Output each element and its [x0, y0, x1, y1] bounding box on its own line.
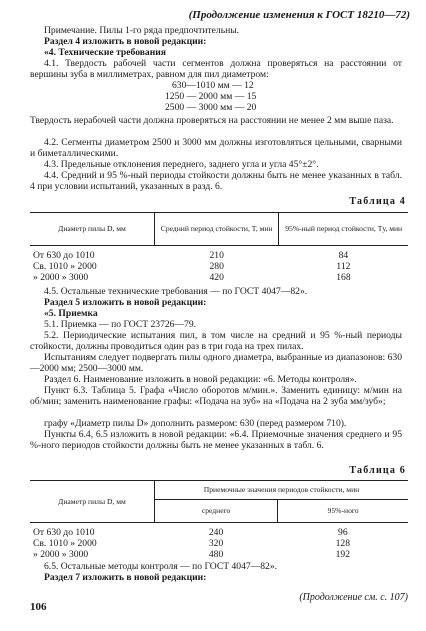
table-cell: 420: [209, 272, 224, 283]
section-title: «4. Технические требования: [44, 47, 166, 58]
paragraph: графу «Диаметр пилы D» дополнить размером: 630 (перед размером 710).: [44, 418, 347, 429]
paragraph: Раздел 6. Наименование изложить в новой редакции: «6. Методы контроля».: [44, 374, 357, 385]
list-item: 1250 — 2000 мм — 15: [165, 91, 257, 102]
paragraph: 4.4. Средний и 95 %-ный периоды стойкости должны быть не менее указанных в табл. 4 при условии испытаний, указанных в разд. 6.: [30, 170, 402, 193]
list-item: 2500 — 3000 мм — 20: [165, 102, 257, 113]
paragraph: 5.2. Периодические испытания пил, в том числе на средний и 95 %-ный периоды стойкости, должны проводиться один раз в три года на трех пилах.: [30, 330, 402, 353]
column-header: среднего: [155, 500, 278, 523]
page-number: 106: [30, 601, 47, 613]
table-4: [30, 212, 408, 283]
section-heading: Раздел 7 изложить в новой редакции:: [44, 572, 207, 583]
column-header: 95%-ный период стойкости, Tу, мин: [279, 213, 408, 246]
running-header: (Продолжение изменения к ГОСТ 18210—72): [188, 9, 410, 21]
table-cell: Св. 1010 » 2000: [33, 261, 97, 272]
section-title: «5. Приемка: [44, 308, 98, 319]
note-line: Примечание. Пилы 1-го ряда предпочтительны.: [44, 25, 240, 36]
table-cell: 192: [335, 549, 351, 560]
paragraph: Испытаниям следует подвергать пилы одного диаметра, выбранные из диапазонов: 630—2000 мм; 2500—3000 мм.: [30, 352, 402, 375]
paragraph: Пункт 6.3. Таблица 5. Графа «Число оборотов м/мин.». Заменить единицу: м/мин на об/мин; заменить наименование графы: «Подача на зуб» на «Подача на 2 зуба мм/зуб»;: [30, 385, 402, 408]
column-group-header: Приемочные значения периодов стойкости, мин: [155, 481, 409, 500]
list-item: 630—1010 мм — 12: [172, 80, 254, 91]
table-caption: Таблица 4: [349, 196, 406, 207]
table-caption: Таблица 6: [349, 465, 406, 476]
section-heading: Раздел 4 изложить в новой редакции:: [44, 36, 207, 47]
paragraph: 4.1. Твердость рабочей части сегментов должна проверяться на расстоянии от вершины зуба в миллиметрах, равном для пил диаметром:: [30, 58, 402, 81]
table-cell: 240: [208, 527, 224, 538]
column-header: Средний период стойкости, T, мин: [155, 213, 279, 246]
paragraph: 4.2. Сегменты диаметром 2500 и 3000 мм должны изготовляться цельными, сварными и биметаллическими.: [30, 137, 402, 160]
table-cell: 112: [336, 261, 351, 272]
section-heading: Раздел 5 изложить в новой редакции:: [44, 297, 207, 308]
table-cell: 280: [209, 261, 224, 272]
column-header: Диаметр пилы D, мм: [30, 213, 155, 246]
paragraph: Пункты 6.4, 6.5 изложить в новой редакции: «6.4. Приемочные значения среднего и 95 %-ного периодов стойкости должны быть не менее указанных в табл. 6.: [30, 429, 402, 452]
paragraph: 6.5. Остальные методы контроля — по ГОСТ 4047—82».: [44, 561, 278, 572]
paragraph: Твердость нерабочей части должна проверяться на расстоянии не менее 2 мм выше паза.: [30, 115, 394, 126]
continued-note: (Продолжение см. с. 107): [299, 592, 408, 603]
table-cell: От 630 до 1010: [33, 527, 95, 538]
table-cell: От 630 до 1010: [33, 250, 95, 261]
table-cell: 96: [338, 527, 348, 538]
table-cell: 84: [338, 250, 349, 261]
column-header: 95%-ного: [278, 500, 408, 523]
table-cell: Св. 1010 » 2000: [33, 538, 97, 549]
table-cell: 320: [208, 538, 224, 549]
column-header: Диаметр пилы D, мм: [30, 481, 155, 523]
table-cell: 480: [208, 549, 224, 560]
paragraph: 4.3. Предельные отклонения переднего, заднего угла и угла 45°±2°.: [44, 159, 319, 170]
paragraph: 4.5. Остальные технические требования — по ГОСТ 4047—82».: [44, 286, 308, 297]
paragraph: 5.1. Приемка — по ГОСТ 23726—79.: [44, 319, 197, 330]
table-cell: 210: [209, 250, 224, 261]
table-6: [30, 480, 408, 560]
table-cell: 168: [336, 272, 351, 283]
table-cell: » 2000 » 3000: [33, 549, 89, 560]
table-cell: » 2000 » 3000: [33, 272, 89, 283]
table-cell: 128: [335, 538, 351, 549]
